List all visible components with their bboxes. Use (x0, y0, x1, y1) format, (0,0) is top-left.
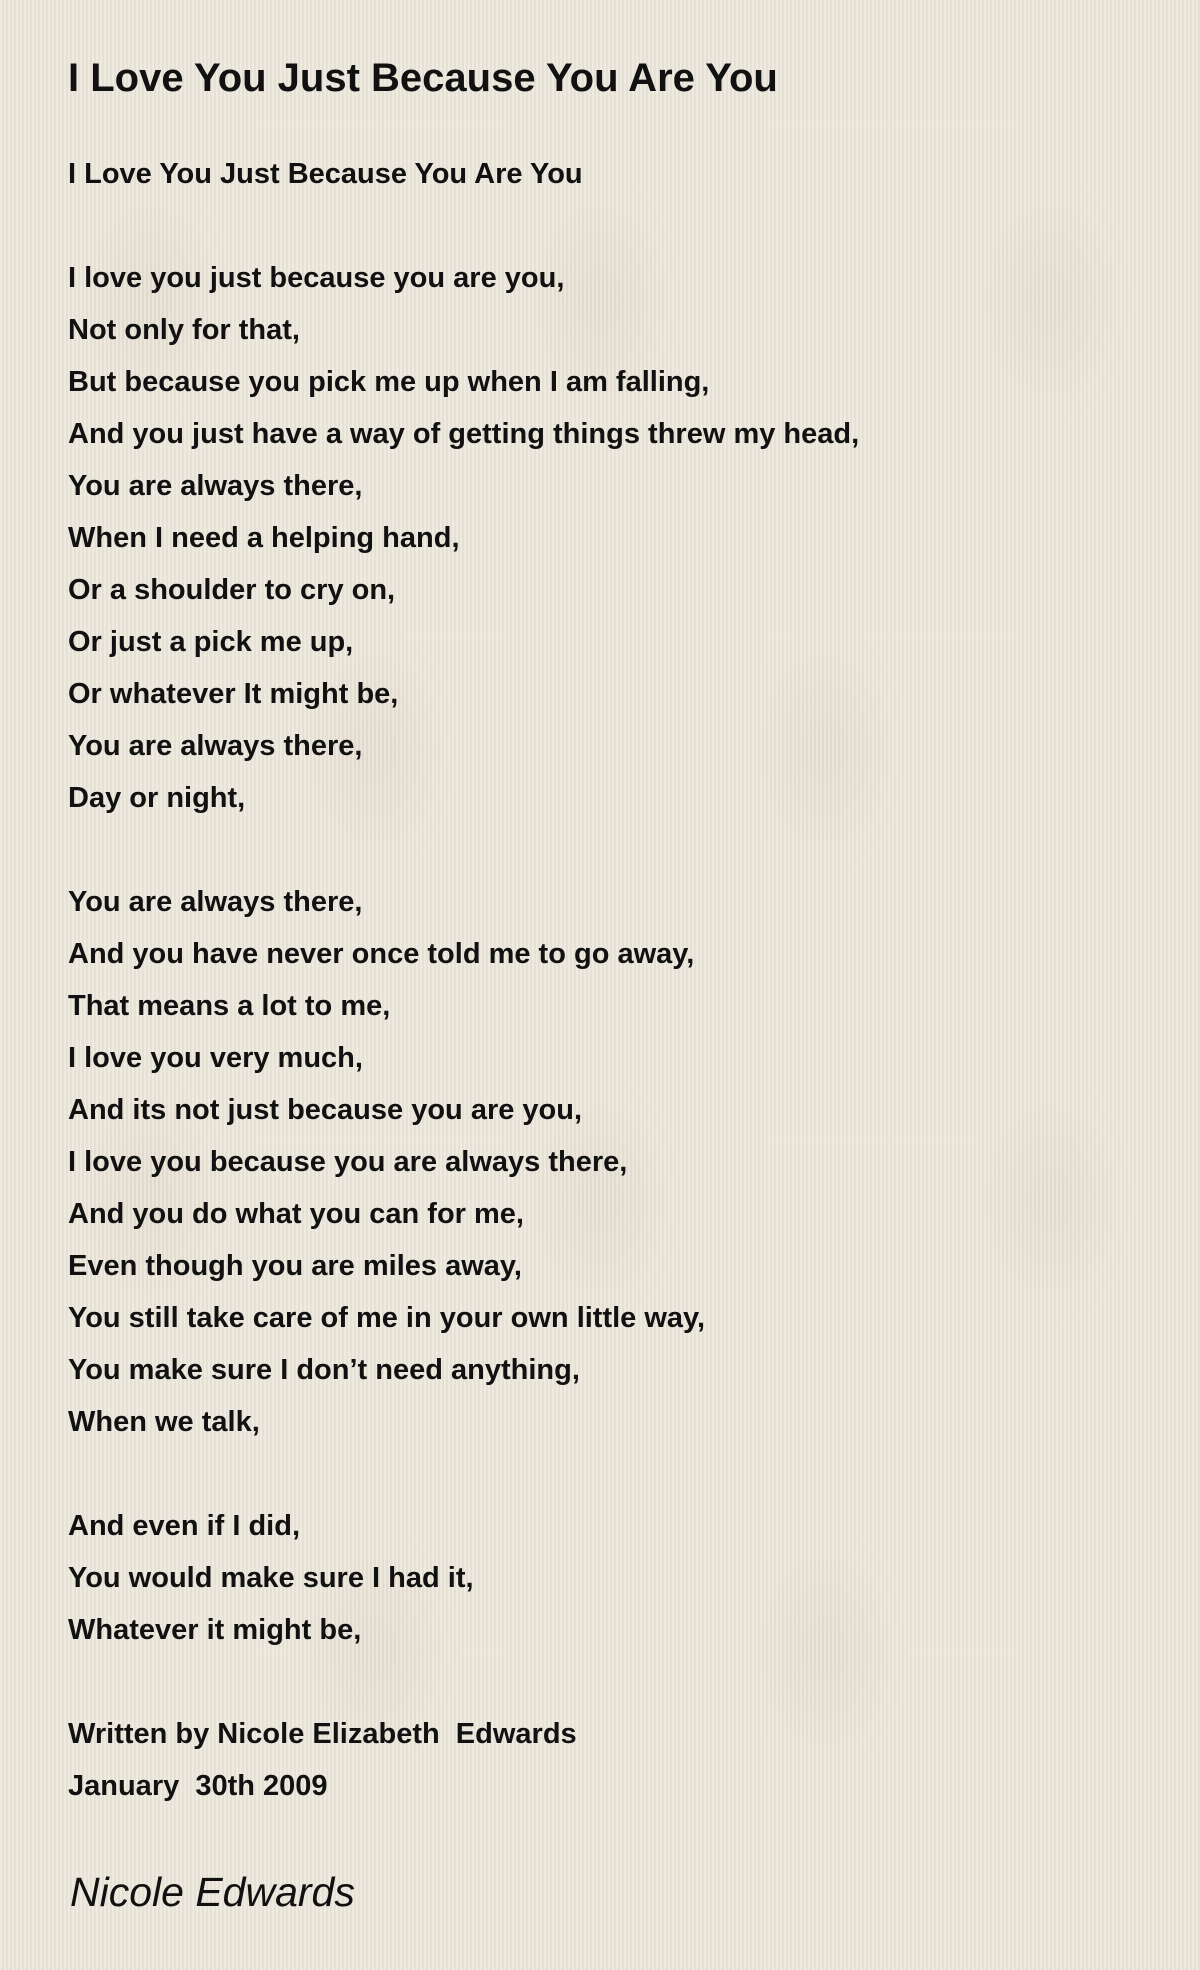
poem-line: That means a lot to me, (68, 990, 391, 1022)
poem-line: You still take care of me in your own little way, (68, 1302, 706, 1334)
poem-line: You are always there, (68, 470, 363, 502)
poem-line: You make sure I don’t need anything, (68, 1354, 580, 1386)
poem-line: But because you pick me up when I am falling, (68, 366, 710, 398)
poem-line: Not only for that, (68, 314, 300, 346)
poem-line: I Love You Just Because You Are You (68, 158, 583, 190)
poem-body (68, 148, 859, 1812)
poem-line: Day or night, (68, 782, 246, 814)
poem-line: I love you because you are always there, (68, 1146, 628, 1178)
poem-line: When we talk, (68, 1406, 260, 1438)
poem-line: And you have never once told me to go away, (68, 938, 695, 970)
poem-line: Whatever it might be, (68, 1614, 362, 1646)
poem-line: When I need a helping hand, (68, 522, 460, 554)
poem-line: You would make sure I had it, (68, 1562, 474, 1594)
poem-line: You are always there, (68, 886, 363, 918)
poem-line: I love you just because you are you, (68, 262, 565, 294)
stanza-break (68, 824, 859, 876)
poem-line: Or a shoulder to cry on, (68, 574, 396, 606)
poem-line: January 30th 2009 (68, 1770, 328, 1802)
poem-line: You are always there, (68, 730, 363, 762)
author-signature: Nicole Edwards (70, 1869, 355, 1915)
poem-line: Or whatever It might be, (68, 678, 399, 710)
poem-line: And its not just because you are you, (68, 1094, 583, 1126)
stanza-break (68, 200, 859, 252)
stanza-break (68, 1448, 859, 1500)
poem-line: Or just a pick me up, (68, 626, 354, 658)
poem-line: And even if I did, (68, 1510, 301, 1542)
poem-line: And you do what you can for me, (68, 1198, 524, 1230)
poem-line: I love you very much, (68, 1042, 363, 1074)
poem-line: Even though you are miles away, (68, 1250, 522, 1282)
poem-title: I Love You Just Because You Are You (68, 56, 778, 100)
poem-line: Written by Nicole Elizabeth Edwards (68, 1718, 577, 1750)
poem-line: And you just have a way of getting things threw my head, (68, 418, 860, 450)
stanza-break (68, 1656, 859, 1708)
